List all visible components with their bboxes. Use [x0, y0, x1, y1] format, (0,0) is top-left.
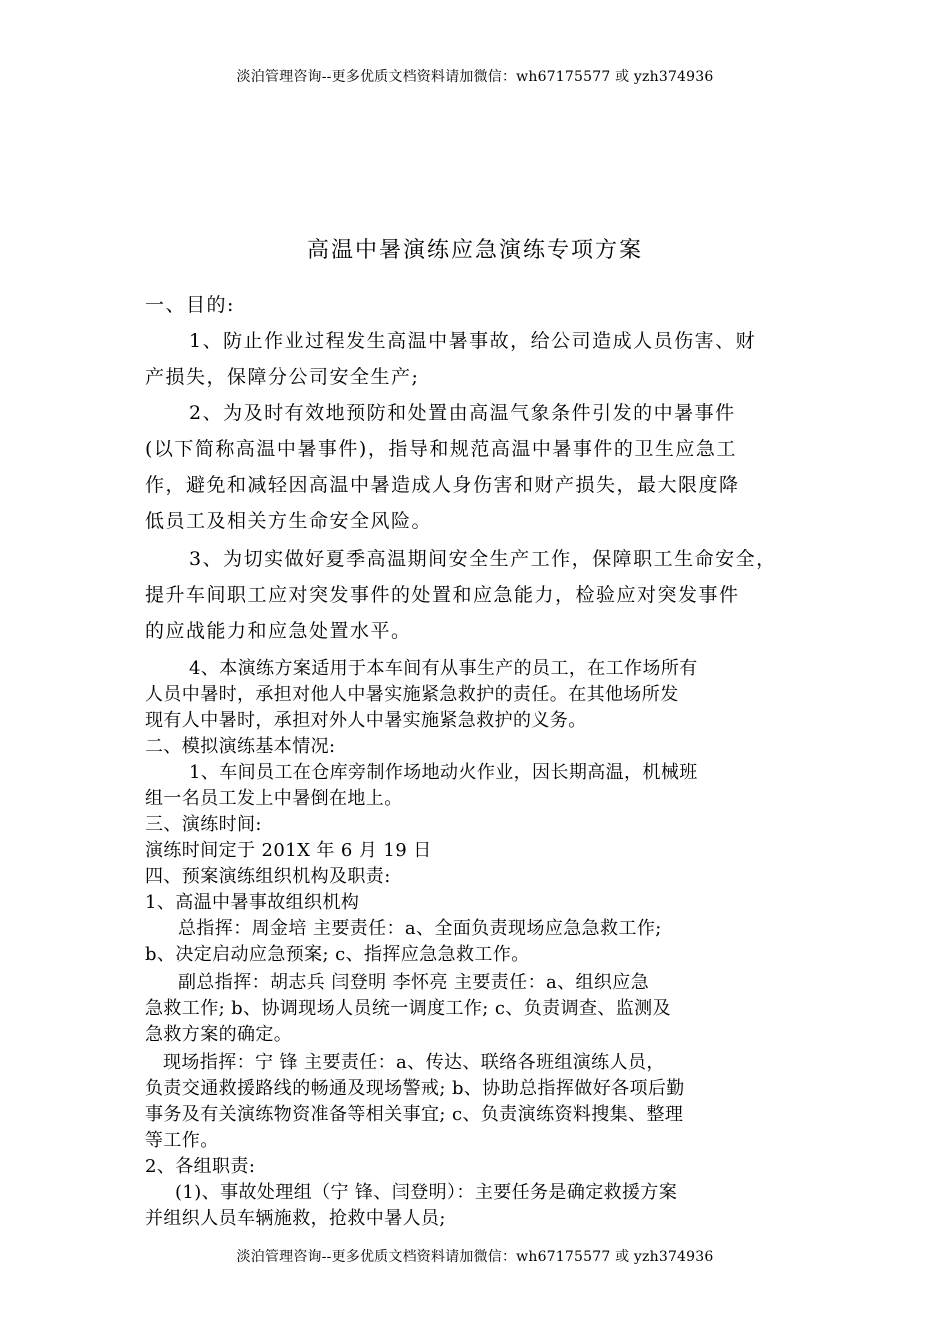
page-header: 淡泊管理咨询--更多优质文档资料请加微信：wh67175577 或 yzh374936	[236, 69, 714, 85]
paragraph-line: 低员工及相关方生命安全风险。	[145, 510, 433, 532]
paragraph-line: 负责交通救援路线的畅通及现场警戒; b、协助总指挥做好各项后勤	[145, 1078, 685, 1099]
paragraph-line: 总指挥：周金培 主要责任：a、全面负责现场应急急救工作;	[178, 918, 662, 939]
paragraph-line: 的应战能力和应急处置水平。	[145, 620, 412, 642]
section-heading: 二、模拟演练基本情况:	[145, 736, 336, 757]
paragraph-line: 急救方案的确定。	[145, 1024, 293, 1045]
paragraph-line: 现有人中暑时，承担对外人中暑实施紧急救护的义务。	[145, 710, 587, 731]
paragraph-line: 事务及有关演练物资准备等相关事宜; c、负责演练资料搜集、整理	[145, 1104, 684, 1125]
section-heading: 四、预案演练组织机构及职责:	[145, 866, 391, 887]
paragraph-line: 提升车间职工应对突发事件的处置和应急能力，检验应对突发事件	[145, 584, 740, 606]
paragraph-line: (1)、事故处理组（宁 锋、闫登明）：主要任务是确定救援方案	[175, 1182, 678, 1203]
paragraph-line: 产损失，保障分公司安全生产;	[145, 366, 420, 388]
paragraph-line: 3、为切实做好夏季高温期间安全生产工作，保障职工生命安全，	[189, 548, 777, 570]
paragraph-line: 作，避免和减轻因高温中暑造成人身伤害和财产损失，最大限度降	[145, 474, 740, 496]
paragraph-line: 4、本演练方案适用于本车间有从事生产的员工，在工作场所有	[189, 658, 698, 679]
paragraph-line: 2、为及时有效地预防和处置由高温气象条件引发的中暑事件	[189, 402, 736, 424]
paragraph-line: 并组织人员车辆施救，抢救中暑人员;	[145, 1208, 446, 1229]
paragraph-line: 人员中暑时，承担对他人中暑实施紧急救护的责任。在其他场所发	[145, 684, 679, 705]
section-heading: 三、演练时间:	[145, 814, 262, 835]
paragraph-line: 副总指挥：胡志兵 闫登明 李怀亮 主要责任：a、组织应急	[178, 972, 650, 993]
paragraph-line: 1、车间员工在仓库旁制作场地动火作业，因长期高温，机械班	[189, 762, 698, 783]
section-heading: 一、目的:	[145, 294, 235, 316]
paragraph-line: (以下简称高温中暑事件)，指导和规范高温中暑事件的卫生应急工	[145, 438, 737, 460]
document-title: 高温中暑演练应急演练专项方案	[306, 238, 643, 263]
page-footer: 淡泊管理咨询--更多优质文档资料请加微信：wh67175577 或 yzh374936	[236, 1249, 714, 1265]
paragraph-line: 演练时间定于 201X 年 6 月 19 日	[145, 840, 432, 861]
paragraph-line: 等工作。	[145, 1130, 219, 1151]
paragraph-line: 组一名员工发上中暑倒在地上。	[145, 788, 403, 809]
paragraph-line: 1、防止作业过程发生高温中暑事故，给公司造成人员伤害、财	[189, 330, 757, 352]
subsection-heading: 2、各组职责:	[145, 1156, 256, 1177]
paragraph-line: 急救工作; b、协调现场人员统一调度工作; c、负责调查、监测及	[145, 998, 671, 1019]
paragraph-line: 现场指挥：宁 锋 主要责任：a、传达、联络各班组演练人员，	[163, 1052, 665, 1073]
paragraph-line: b、决定启动应急预案; c、指挥应急急救工作。	[145, 944, 530, 965]
subsection-heading: 1、高温中暑事故组织机构	[145, 892, 360, 913]
